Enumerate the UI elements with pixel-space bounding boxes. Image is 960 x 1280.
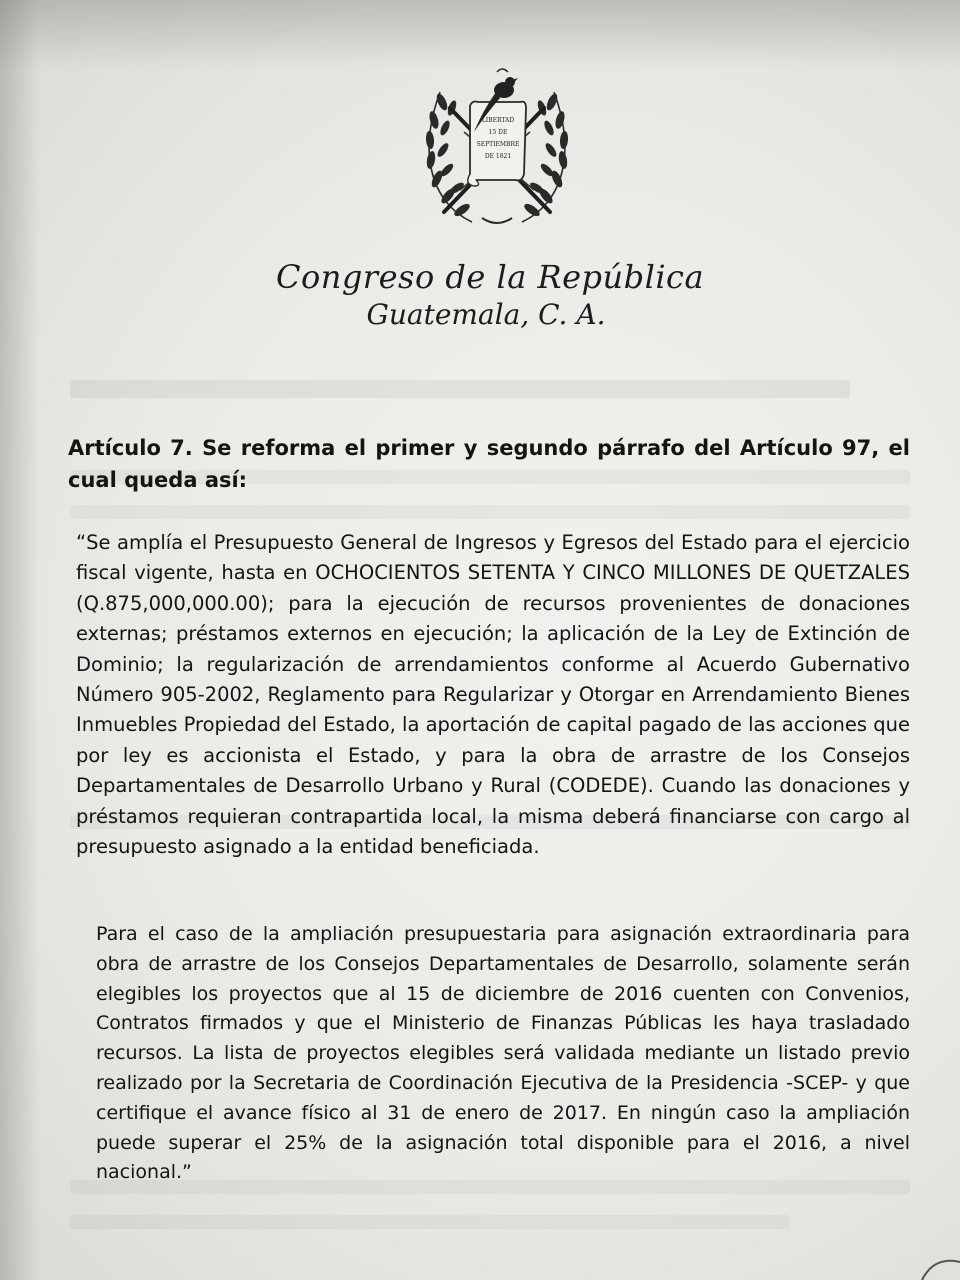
bleed-through-line [70, 1215, 790, 1229]
page-corner-curl-icon [920, 1252, 960, 1280]
emblem-text-line: SEPTIEMBRE [476, 141, 520, 148]
institution-location: Guatemala, C. A. [366, 298, 606, 331]
emblem-text-line: 15 DE [488, 129, 508, 136]
emblem-text-line: DE 1821 [484, 153, 512, 160]
page-fold-shadow [0, 0, 40, 1280]
emblem-text-line: LIBERTAD [481, 117, 515, 124]
article-paragraph-2: Para el caso de la ampliación presupuestaria para asignación extraordinaria para obra de arrastre de los Consejos Departamentales de Desarrollo, solamente serán elegibles los proyectos que al 15 de diciembre de 2016 cuenten con Convenios, Contratos firmados y que el Ministerio de Finanzas Públicas les haya trasladado recursos. La lista de proyectos elegibles será validada mediante un listado previo realizado por la Secretaria de Coordinación Ejecutiva de la Presidencia -SCEP- y que certifique el avance físico al 31 de enero de 2017. En ningún caso la ampliación puede superar el 25% de la asignación total disponible para el 2016, a nivel nacional.” [96, 923, 910, 1184]
page-top-shadow [0, 0, 960, 70]
guatemala-coat-of-arms-icon [412, 62, 582, 234]
institution-name: Congreso de la República [275, 258, 705, 296]
article-title: Artículo 7. Se reforma el primer y segundo párrafo del Artículo 97, el cual queda así: [68, 436, 910, 492]
bleed-through-line [70, 505, 910, 519]
bleed-through-line [70, 380, 850, 398]
article-paragraph-1: “Se amplía el Presupuesto General de Ingresos y Egresos del Estado para el ejercicio fiscal vigente, hasta en OCHOCIENTOS SETENTA Y CINCO MILLONES DE QUETZALES (Q.875,000,000.00); para la ejecución de recursos provenientes de donaciones externas; préstamos externos en ejecución; la aplicación de la Ley de Extinción de Dominio; la regularización de arrendamientos conforme al Acuerdo Gubernativo Número 905-2002, Reglamento para Regularizar y Otorgar en Arrendamiento Bienes Inmuebles Propiedad del Estado, la aportación de capital pagado de las acciones que por ley es accionista el Estado, y para la obra de arrastre de los Consejos Departamentales de Desarrollo Urbano y Rural (CODEDE). Cuando las donaciones y préstamos requieran contrapartida local, la misma deberá financiarse con cargo al presupuesto asignado a la entidad beneficiada. [76, 531, 910, 859]
